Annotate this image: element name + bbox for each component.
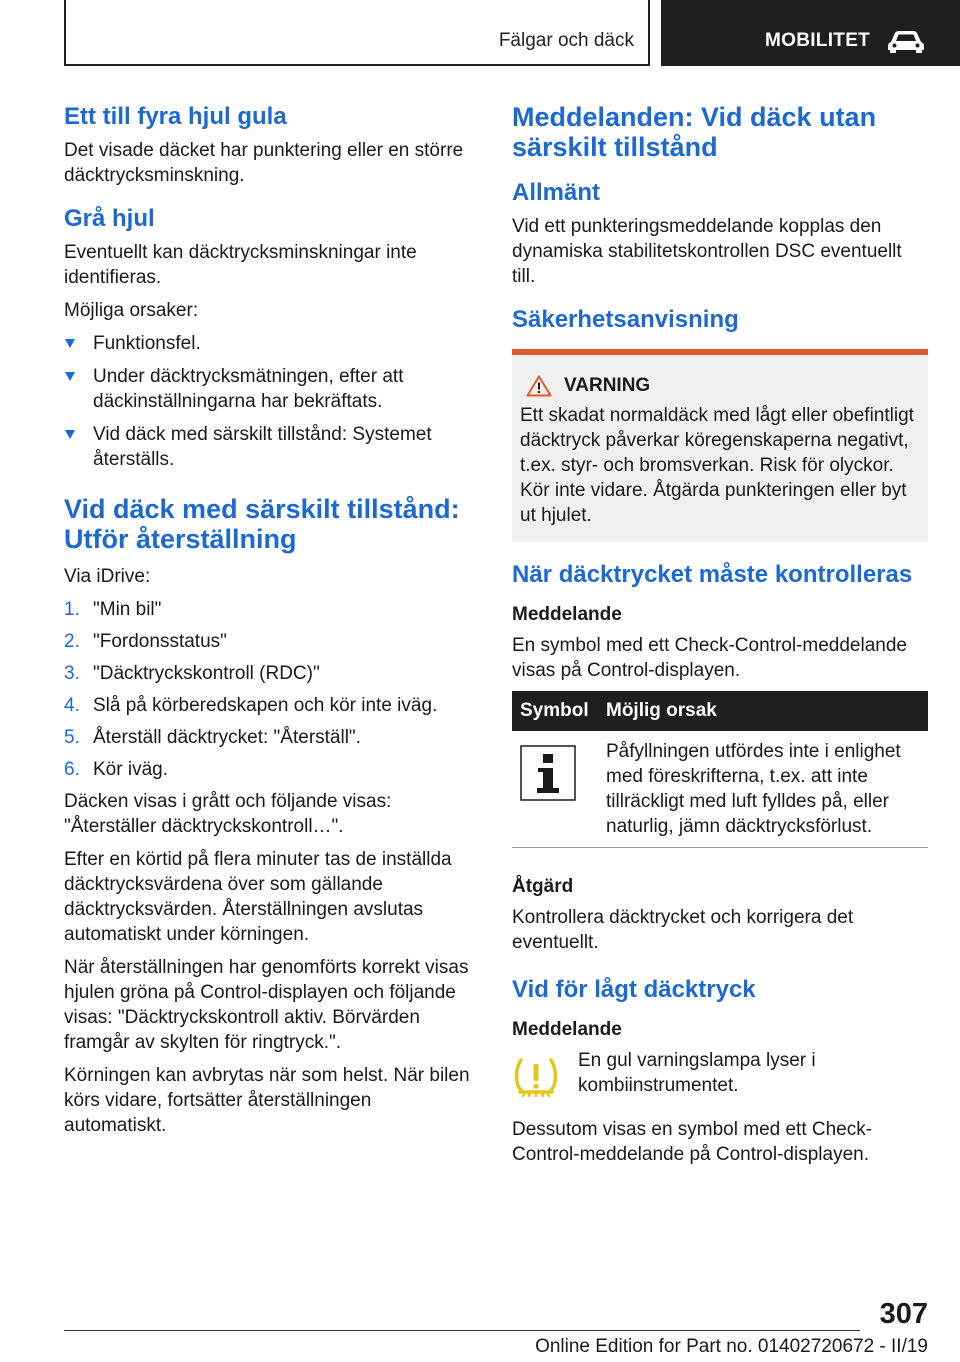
step-number: 4. <box>64 695 80 716</box>
list-item <box>64 331 478 356</box>
page-header <box>0 0 960 66</box>
warning-title <box>520 375 920 397</box>
heading-check-pressure: När däcktrycket måste kontrolleras <box>512 561 913 588</box>
step-number: 2. <box>64 631 80 652</box>
right-column <box>512 102 928 1175</box>
step-text: Återställ däcktrycket: "Återställ". <box>93 727 361 748</box>
header-section-title: Fälgar och däck <box>498 30 634 51</box>
heading-one-to-four-wheels-yellow: Ett till fyra hjul gula <box>64 103 287 130</box>
step-text: "Fordonsstatus" <box>93 631 227 652</box>
triangle-bullet-icon <box>65 372 75 381</box>
step-text: "Min bil" <box>93 599 162 620</box>
step-number: 1. <box>64 599 80 620</box>
paragraph-lamp: En gul varningslampa lyser i kombiinstrumentet. <box>578 1050 816 1096</box>
list-item-text: Funktionsfel. <box>93 333 201 354</box>
table-header-row <box>512 691 928 731</box>
paragraph-tyres-shown-grey: Däcken visas i grått och följande visas: "Återställer däcktryckskontroll…". <box>64 791 392 837</box>
step-number: 6. <box>64 759 80 780</box>
header-chapter-label: MOBILITET <box>765 30 871 51</box>
info-icon <box>520 745 576 801</box>
header-section-box <box>64 0 650 66</box>
heading-general: Allmänt <box>512 179 601 206</box>
list-item <box>64 661 478 686</box>
heading-safety-note: Säkerhetsanvisning <box>512 306 739 333</box>
causes-list <box>64 331 478 472</box>
left-column <box>64 102 478 1146</box>
paragraph-reset-complete: När återställningen har genomförts korrekt visas hjulen gröna på Control-displayen och följande visas: "Däcktryckskontroll aktiv. Börvärden framgår av skylten för ringtryck.". <box>64 957 469 1053</box>
table-row <box>512 731 928 848</box>
list-item-text: Vid däck med särskilt tillstånd: Systemet återställs. <box>93 424 432 470</box>
warning-text: Ett skadat normaldäck med lågt eller obefintligt däcktryck påverkar köregenskaperna negativt, t.ex. styr- och bromsverkan. Risk för olyckor. Kör inte vidare. Åtgärda punkteringen eller byt ut hjulet. <box>520 405 914 526</box>
reset-steps-list <box>64 597 478 782</box>
paragraph-via-idrive: Via iDrive: <box>64 566 151 587</box>
paragraph-after-driving: Efter en körtid på flera minuter tas de inställda däcktrycksvärdena över som gällande däcktrycksvärden. Återställningen avslutas automatiskt under körningen. <box>64 849 452 945</box>
heading-messages: Meddelanden: Vid däck utan särskilt tillstånd <box>512 102 877 162</box>
table-cell-symbol <box>512 731 598 848</box>
table-header-symbol: Symbol <box>512 691 598 731</box>
step-text: Slå på körberedskapen och kör inte iväg. <box>93 695 438 716</box>
triangle-bullet-icon <box>65 339 75 348</box>
tire-pressure-lamp <box>512 1048 578 1105</box>
header-chapter-tab <box>661 0 960 66</box>
heading-action: Åtgärd <box>512 876 574 897</box>
symbol-table <box>512 691 928 848</box>
list-item <box>64 629 478 654</box>
page-number: 307 <box>879 1298 928 1330</box>
warning-triangle-icon <box>526 375 552 397</box>
heading-perform-reset: Vid däck med särskilt tillstånd: Utför återställning <box>64 494 460 554</box>
list-item <box>64 364 478 414</box>
heading-low-pressure: Vid för lågt däcktryck <box>512 976 756 1003</box>
heading-message: Meddelande <box>512 604 622 625</box>
list-item <box>64 757 478 782</box>
table-cell-cause: Påfyllningen utfördes inte i enlighet med föreskrifterna, t.ex. att inte tillräckligt med luft fylldes på, eller naturlig, jämn däcktrycksförlust. <box>598 731 928 848</box>
footer-divider <box>64 1330 860 1331</box>
list-item-text: Under däcktrycksmätningen, efter att däckinställningarna har bekräftats. <box>93 366 404 412</box>
paragraph-action: Kontrollera däcktrycket och korrigera det eventuellt. <box>512 907 854 953</box>
list-item <box>64 422 478 472</box>
warning-box <box>512 349 928 542</box>
footer-edition: Online Edition for Part no. 01402720672 - II/19 <box>535 1336 928 1357</box>
lamp-message-row <box>512 1048 928 1105</box>
paragraph-general: Vid ett punkteringsmeddelande kopplas den dynamiska stabilitetskontrollen DSC eventuellt till. <box>512 216 902 287</box>
list-item <box>64 725 478 750</box>
paragraph-interrupt-drive: Körningen kan avbrytas när som helst. När bilen körs vidare, fortsätter återställningen automatiskt. <box>64 1065 470 1136</box>
list-item <box>64 597 478 622</box>
paragraph-grey: Eventuellt kan däcktrycksminskningar inte identifieras. <box>64 242 417 288</box>
warning-title-text: VARNING <box>564 375 651 396</box>
table-header-cause: Möjlig orsak <box>598 691 928 731</box>
step-number: 5. <box>64 727 80 748</box>
step-number: 3. <box>64 663 80 684</box>
paragraph-also-symbol: Dessutom visas en symbol med ett Check-Control-meddelande på Control-displayen. <box>512 1119 873 1165</box>
heading-message-2: Meddelande <box>512 1019 622 1040</box>
list-item <box>64 693 478 718</box>
step-text: "Däcktryckskontroll (RDC)" <box>93 663 320 684</box>
heading-grey-wheels: Grå hjul <box>64 205 155 232</box>
tire-pressure-warning-icon <box>512 1056 560 1100</box>
paragraph-yellow: Det visade däcket har punktering eller en större däcktrycksminskning. <box>64 140 464 186</box>
triangle-bullet-icon <box>65 430 75 439</box>
car-icon <box>887 28 925 54</box>
paragraph-message-symbol: En symbol med ett Check-Control-meddelande visas på Control-displayen. <box>512 635 907 681</box>
paragraph-possible-causes: Möjliga orsaker: <box>64 300 199 321</box>
step-text: Kör iväg. <box>93 759 168 780</box>
